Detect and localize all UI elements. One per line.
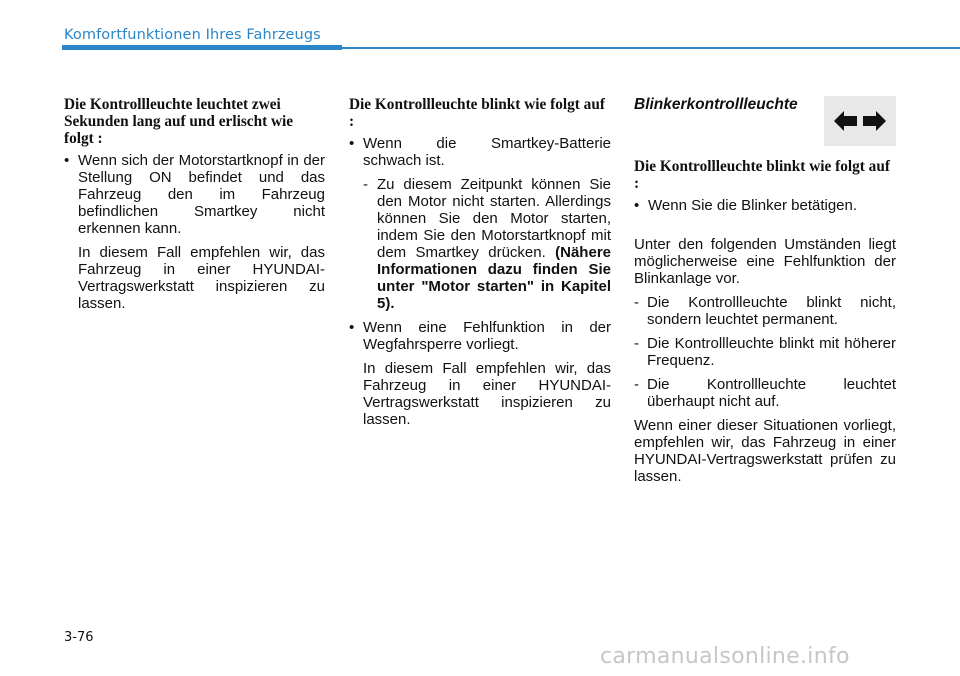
list-item-text: Wenn Sie die Blinker betätigen. <box>648 197 858 214</box>
dash-marker: - <box>634 335 639 352</box>
dash-marker: - <box>634 376 639 393</box>
list-item <box>64 152 325 237</box>
bullet-marker: • <box>64 152 70 169</box>
dash-item <box>634 294 896 328</box>
paragraph: Unter den folgenden Umständen liegt möglicherweise eine Fehlfunktion der Blinkanlage vor. <box>634 236 896 287</box>
column-3-heading: Die Kontrollleuchte blinkt wie folgt auf : <box>634 158 890 192</box>
blinker-title: Blinkerkontrollleuchte <box>634 96 798 113</box>
dash-item-text: Die Kontrollleuchte leuchtet überhaupt nicht auf. <box>647 376 896 410</box>
dash-item <box>349 176 611 312</box>
cross-reference: (Nähere Informationen dazu finden Sie unter "Motor starten" in Kapitel 5). <box>377 244 611 312</box>
list-item <box>634 197 896 214</box>
turn-signal-arrows-icon <box>834 111 886 131</box>
dash-marker: - <box>634 294 639 311</box>
paragraph: Wenn einer dieser Situationen vorliegt, empfehlen wir, das Fahrzeug in einer HYUNDAI-Vertragswerkstatt prüfen zu lassen. <box>634 417 896 485</box>
header-rule-thin <box>342 47 960 49</box>
column-1 <box>64 96 325 319</box>
list-item <box>349 135 611 169</box>
bullet-marker: • <box>634 197 640 214</box>
section-title: Komfortfunktionen Ihres Fahrzeugs <box>64 27 321 43</box>
page-number: 3-76 <box>64 630 94 645</box>
list-item-text: Wenn sich der Motorstartknopf in der Stellung ON befindet und das Fahrzeug den im Fahrzeug befindlichen Smartkey nicht erkennen kann. <box>78 152 325 237</box>
dash-item-text: Die Kontrollleuchte blinkt mit höherer Frequenz. <box>647 335 896 369</box>
list-item-text: Wenn die Smartkey-Batterie schwach ist. <box>363 135 611 169</box>
list-item-text: Wenn eine Fehlfunktion in der Wegfahrsperre vorliegt. <box>363 319 611 353</box>
turn-signal-icon-box <box>824 96 896 146</box>
followup-text: In diesem Fall empfehlen wir, das Fahrzeug in einer HYUNDAI-Vertragswerkstatt inspizieren zu lassen. <box>363 360 611 428</box>
blinker-section-header <box>634 96 896 148</box>
list-item <box>349 319 611 353</box>
column-2 <box>349 96 611 435</box>
bullet-marker: • <box>349 135 355 152</box>
column-1-heading: Die Kontrollleuchte leuchtet zwei Sekunden lang auf und erlischt wie folgt : <box>64 96 294 147</box>
dash-item <box>634 335 896 369</box>
dash-item-text: Die Kontrollleuchte blinkt nicht, sondern leuchtet permanent. <box>647 294 896 328</box>
header-rule-thick <box>62 45 342 50</box>
dash-item <box>634 376 896 410</box>
dash-marker: - <box>363 176 368 193</box>
followup-text: In diesem Fall empfehlen wir, das Fahrzeug in einer HYUNDAI-Vertragswerkstatt inspizieren zu lassen. <box>78 244 325 312</box>
dash-item-text: Zu diesem Zeitpunkt können Sie den Motor nicht starten. Allerdings können Sie den Motor starten, indem Sie den Motorstartknopf mit dem Smartkey drücken. <box>377 176 611 261</box>
bullet-marker: • <box>349 319 355 336</box>
column-3 <box>634 96 896 492</box>
watermark: carmanualsonline.info <box>600 644 850 669</box>
column-2-heading: Die Kontrollleuchte blinkt wie folgt auf : <box>349 96 605 130</box>
